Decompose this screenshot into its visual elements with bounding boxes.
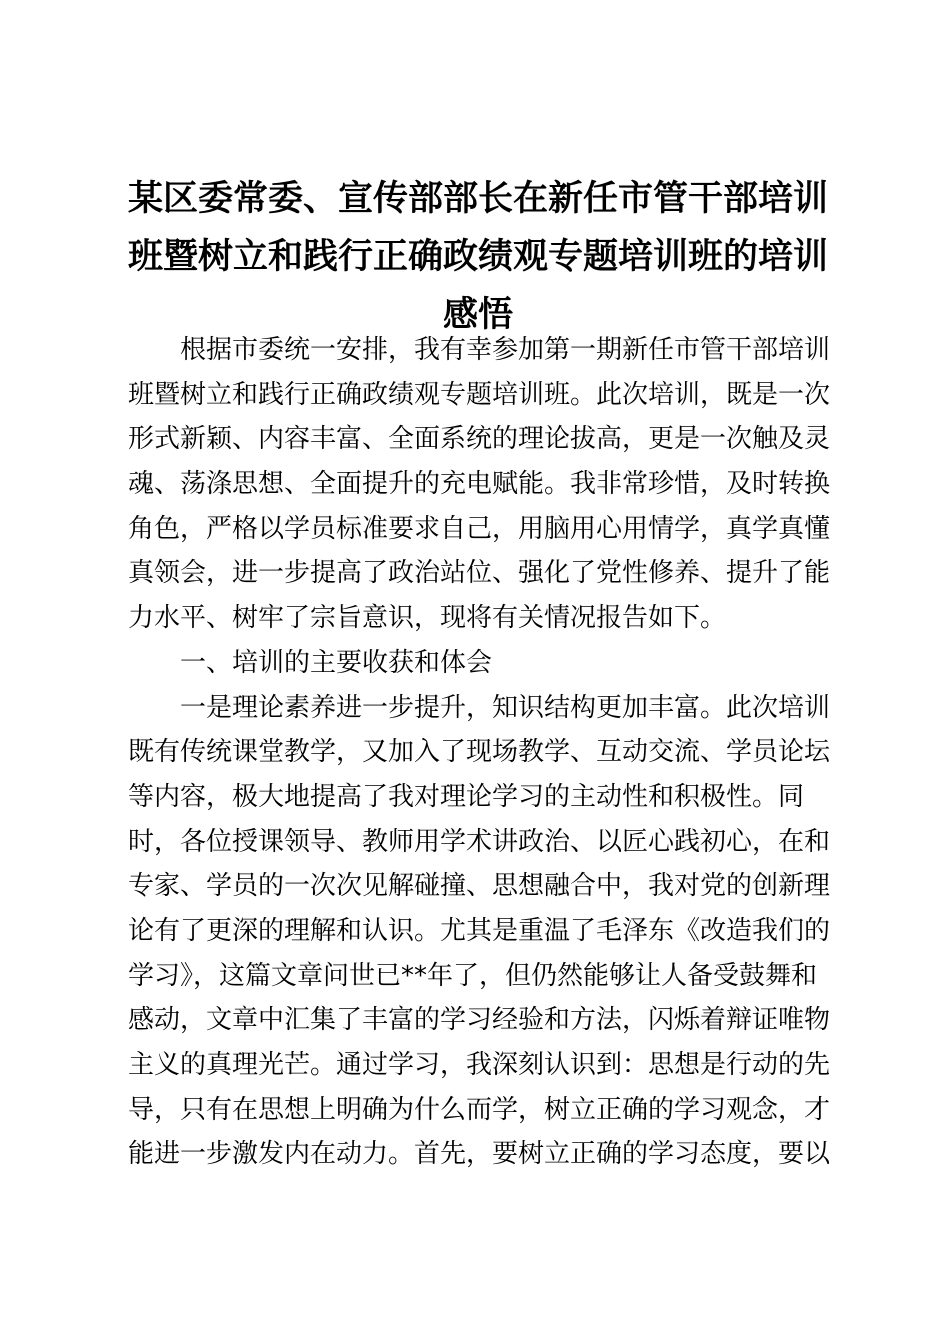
section-heading: 一、培训的主要收获和体会 xyxy=(180,647,493,678)
paragraph-line: 一是理论素养进一步提升，知识结构更加丰富。此次培训 xyxy=(180,692,831,723)
paragraph-line: 能进一步激发内在动力。首先，要树立正确的学习态度，要以 xyxy=(128,1139,831,1170)
paragraph-line: 学习》，这篇文章问世已**年了，但仍然能够让人备受鼓舞和 xyxy=(128,960,818,991)
paragraph-line: 既有传统课堂教学，又加入了现场教学、互动交流、学员论坛 xyxy=(128,737,831,768)
paragraph-line: 论有了更深的理解和认识。尤其是重温了毛泽东《改造我们的 xyxy=(128,915,831,946)
paragraph-line: 感动，文章中汇集了丰富的学习经验和方法，闪烁着辩证唯物 xyxy=(128,1005,831,1036)
paragraph-line: 主义的真理光芒。通过学习，我深刻认识到：思想是行动的先 xyxy=(128,1050,831,1080)
paragraph-line: 时，各位授课领导、教师用学术讲政治、以匠心践初心，在和 xyxy=(128,826,831,857)
document-body xyxy=(128,328,831,1177)
title-line: 班暨树立和践行正确政绩观专题培训班的培训 xyxy=(127,237,828,277)
paragraph-line: 真领会，进一步提高了政治站位、强化了党性修养、提升了能 xyxy=(128,558,831,589)
paragraph-line: 角色，严格以学员标准要求自己，用脑用心用情学，真学真懂 xyxy=(128,513,831,544)
paragraph-line: 魂、荡涤思想、全面提升的充电赋能。我非常珍惜，及时转换 xyxy=(128,469,831,500)
paragraph-line: 等内容，极大地提高了我对理论学习的主动性和积极性。同 xyxy=(128,781,805,812)
title-line: 感悟 xyxy=(442,295,513,335)
document-title xyxy=(118,170,838,344)
paragraph-line: 形式新颖、内容丰富、全面系统的理论拔高，更是一次触及灵 xyxy=(128,424,831,455)
paragraph-line: 导，只有在思想上明确为什么而学，树立正确的学习观念，才 xyxy=(128,1094,831,1125)
paragraph-line: 专家、学员的一次次见解碰撞、思想融合中，我对党的创新理 xyxy=(128,871,831,902)
paragraph-line: 力水平、树牢了宗旨意识，现将有关情况报告如下。 xyxy=(128,603,727,634)
paragraph-line: 根据市委统一安排，我有幸参加第一期新任市管干部培训 xyxy=(180,335,831,365)
title-line: 某区委常委、宣传部部长在新任市管干部培训 xyxy=(127,179,828,219)
paragraph-line: 班暨树立和践行正确政绩观专题培训班。此次培训，既是一次 xyxy=(128,379,831,410)
